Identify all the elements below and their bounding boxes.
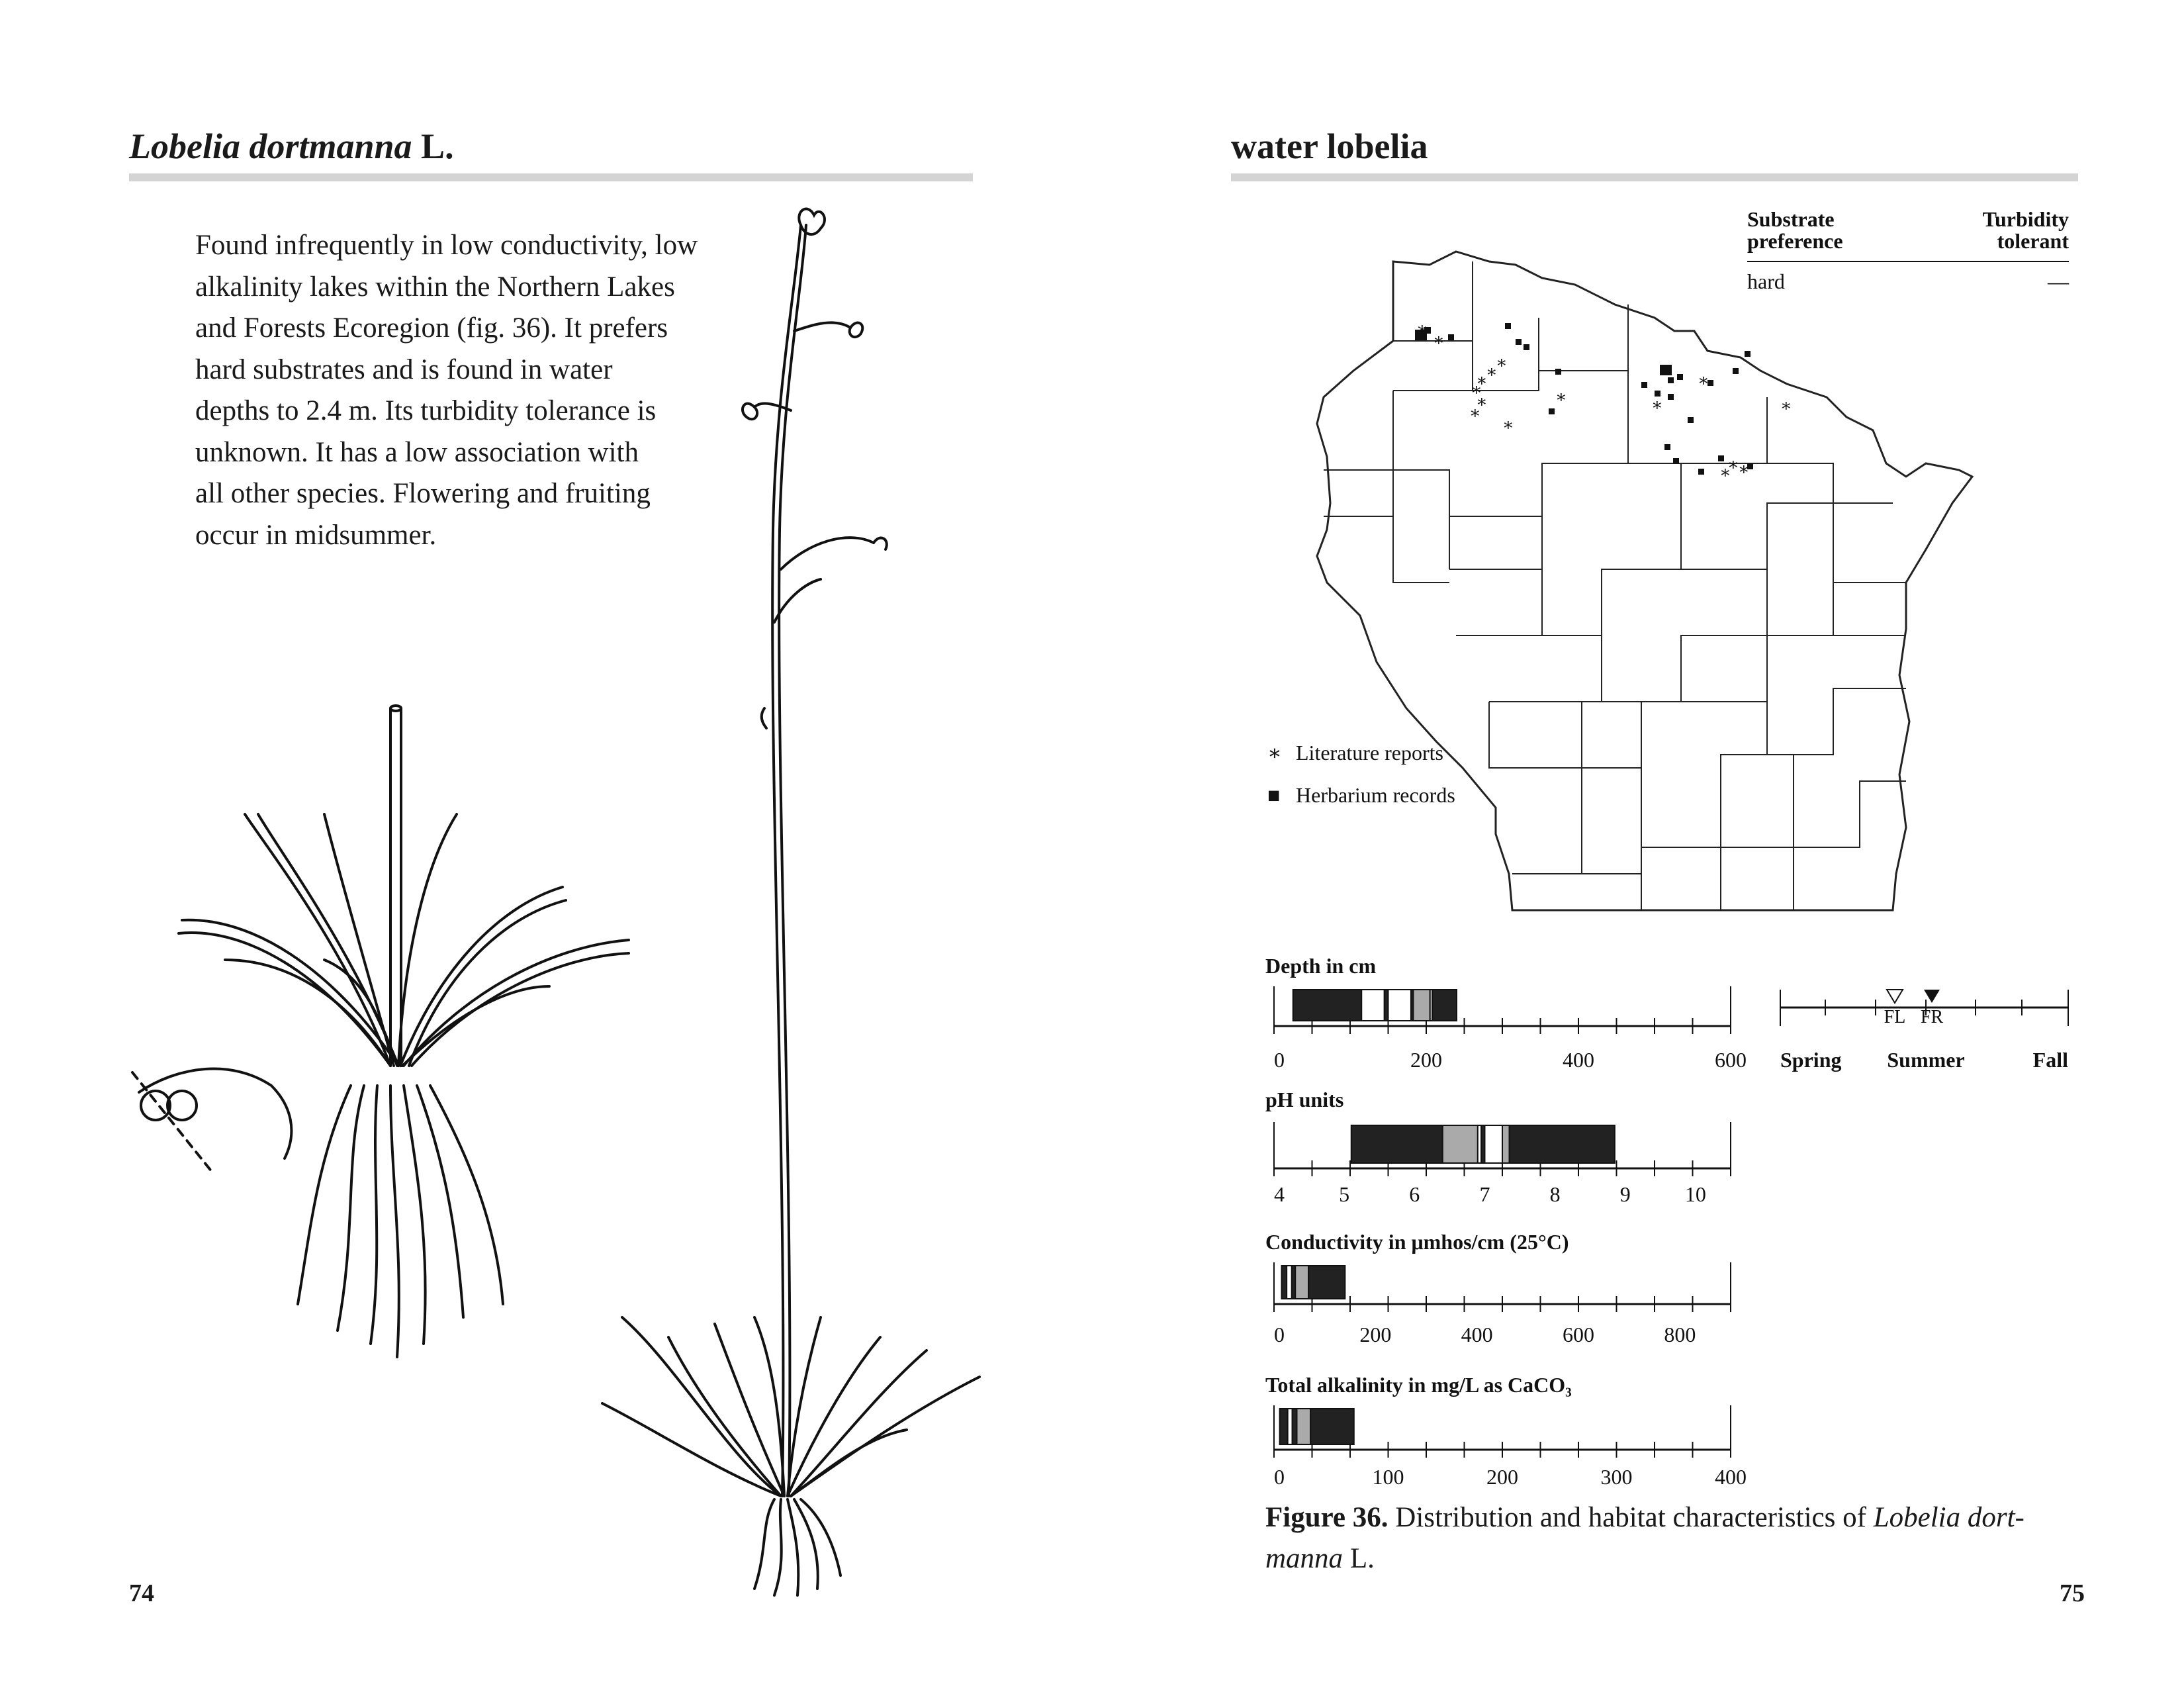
substrate-value: hard [1747, 269, 1785, 293]
chart-bar-segment [1295, 1266, 1308, 1299]
chart-bar-segment [1297, 1409, 1311, 1444]
chart-tick-label: 300 [1600, 1465, 1633, 1489]
chart-tick-label: 4 [1274, 1182, 1285, 1206]
chart-title: Conductivity in μmhos/cm (25°C) [1265, 1230, 1569, 1254]
chart-title: pH units [1265, 1088, 1344, 1111]
svg-text:∗: ∗ [1719, 463, 1731, 482]
chart-bar-segment [1413, 990, 1430, 1021]
chart-bar-segment [1502, 1125, 1510, 1163]
chart-bar-segment [1282, 1266, 1287, 1299]
svg-text:∗: ∗ [1416, 319, 1428, 338]
map-legend [1267, 741, 1455, 807]
svg-text:∗: ∗ [1476, 371, 1488, 390]
chart-tick-label: 10 [1684, 1182, 1706, 1206]
chart-bar-segment [1351, 1125, 1443, 1163]
substrate-header-1: Substrate [1747, 207, 1835, 231]
page-number: 74 [129, 1579, 154, 1607]
chart-tick-label: 600 [1715, 1048, 1747, 1072]
species-author: L. [412, 126, 454, 166]
habitat-table [1747, 207, 2070, 293]
flowering-marker-icon [1887, 990, 1903, 1003]
description-line: Found infrequently in low conductivity, low [195, 230, 698, 261]
svg-text:∗: ∗ [1555, 387, 1567, 406]
chart-bar-segment [1361, 990, 1385, 1021]
chart-tick-label: 400 [1461, 1323, 1493, 1346]
caption-species-2: manna [1265, 1543, 1343, 1574]
season-summer: Summer [1887, 1048, 1965, 1072]
herbarium-label: Herbarium records [1296, 783, 1455, 807]
chart-tick-label: 0 [1274, 1465, 1285, 1489]
substrate-header-2: preference [1747, 229, 1843, 253]
habitat-chart-0 [1265, 954, 1747, 1072]
season-spring: Spring [1780, 1048, 1842, 1072]
county-lines [1324, 261, 1906, 910]
chart-bar-segment [1310, 1409, 1354, 1444]
figure-caption [1265, 1497, 2086, 1579]
chart-tick-label: 100 [1372, 1465, 1404, 1489]
turbidity-header-1: Turbidity [1982, 207, 2069, 231]
chart-tick-label: 200 [1410, 1048, 1442, 1072]
state-outline [1317, 252, 1972, 910]
caption-suffix: L. [1343, 1543, 1375, 1574]
chart-tick-label: 400 [1563, 1048, 1594, 1072]
svg-text:∗: ∗ [1738, 459, 1750, 479]
habitat-chart-3 [1265, 1373, 1747, 1489]
chart-tick-label: 8 [1549, 1182, 1561, 1206]
page-number: 75 [2060, 1579, 2085, 1607]
herbarium-markers [1415, 323, 1753, 475]
chart-bar-segment [1388, 990, 1412, 1021]
literature-symbol: ∗ [1267, 741, 1282, 765]
chart-tick-label: 0 [1274, 1323, 1285, 1346]
svg-text:∗: ∗ [1727, 455, 1739, 474]
chart-bar-segment [1293, 990, 1362, 1021]
chart-tick-label: 0 [1274, 1048, 1285, 1072]
description-line: and Forests Ecoregion (fig. 36). It prefers [195, 312, 668, 344]
chart-tick-label: 200 [1359, 1323, 1392, 1346]
wisconsin-county-map [1317, 252, 1972, 910]
species-name: Lobelia dortmanna [129, 126, 412, 166]
description-line: all other species. Flowering and fruiting [195, 478, 651, 509]
chart-tick-label: 5 [1339, 1182, 1350, 1206]
description-line: occur in midsummer. [195, 519, 437, 551]
chart-tick-label: 600 [1563, 1323, 1594, 1346]
chart-tick-label: 6 [1409, 1182, 1420, 1206]
svg-text:∗: ∗ [1486, 362, 1498, 381]
phenology-chart [1780, 990, 2068, 1072]
chart-bar-segment [1280, 1409, 1288, 1444]
common-name-title: water lobelia [1231, 126, 1428, 166]
chart-bar-segment [1510, 1125, 1615, 1163]
description-line: depths to 2.4 m. Its turbidity tolerance is [195, 395, 657, 426]
flowering-label: FL [1884, 1007, 1906, 1027]
chart-title: Total alkalinity in mg/L as CaCO₃ [1265, 1373, 1572, 1397]
caption-text: Distribution and habitat characteristics of [1388, 1502, 1874, 1533]
description-line: unknown. It has a low association with [195, 436, 639, 468]
herbarium-symbol: ■ [1267, 783, 1281, 807]
turbidity-value: — [2048, 269, 2069, 293]
caption-species-1: Lobelia dort- [1873, 1502, 2025, 1533]
svg-text:∗: ∗ [1698, 371, 1709, 390]
chart-bar-segment [1293, 1409, 1297, 1444]
chart-bar-segment [1484, 1125, 1502, 1163]
literature-label: Literature reports [1296, 741, 1443, 765]
season-fall: Fall [2032, 1048, 2068, 1072]
chart-tick-label: 9 [1619, 1182, 1631, 1206]
chart-bar-segment [1308, 1266, 1345, 1299]
svg-text:∗: ∗ [1433, 330, 1445, 350]
chart-tick-label: 400 [1715, 1465, 1747, 1489]
svg-text:∗: ∗ [1496, 353, 1508, 372]
chart-bar-segment [1288, 1409, 1293, 1444]
chart-tick-label: 800 [1664, 1323, 1696, 1346]
habitat-chart-2 [1265, 1230, 1731, 1346]
svg-text:∗: ∗ [1502, 415, 1514, 434]
svg-text:∗: ∗ [1476, 392, 1488, 411]
svg-text:∗: ∗ [1780, 396, 1792, 415]
chart-bar-segment [1443, 1125, 1478, 1163]
fruiting-label: FR [1920, 1007, 1944, 1027]
chart-bar-segment [1287, 1266, 1292, 1299]
chart-tick-label: 7 [1479, 1182, 1490, 1206]
habitat-chart-1 [1265, 1088, 1731, 1206]
svg-text:∗: ∗ [1651, 395, 1663, 414]
turbidity-header-2: tolerant [1997, 229, 2069, 253]
chart-bar-segment [1432, 990, 1457, 1021]
description-line: hard substrates and is found in water [195, 353, 613, 385]
svg-text:∗: ∗ [1471, 380, 1482, 399]
chart-title: Depth in cm [1265, 954, 1377, 978]
svg-text:∗: ∗ [1469, 403, 1481, 422]
description-line: alkalinity lakes within the Northern Lakes [195, 271, 675, 303]
habitat-charts [1265, 954, 1747, 1489]
figure-label: Figure 36. [1265, 1502, 1388, 1533]
chart-tick-label: 200 [1486, 1465, 1518, 1489]
